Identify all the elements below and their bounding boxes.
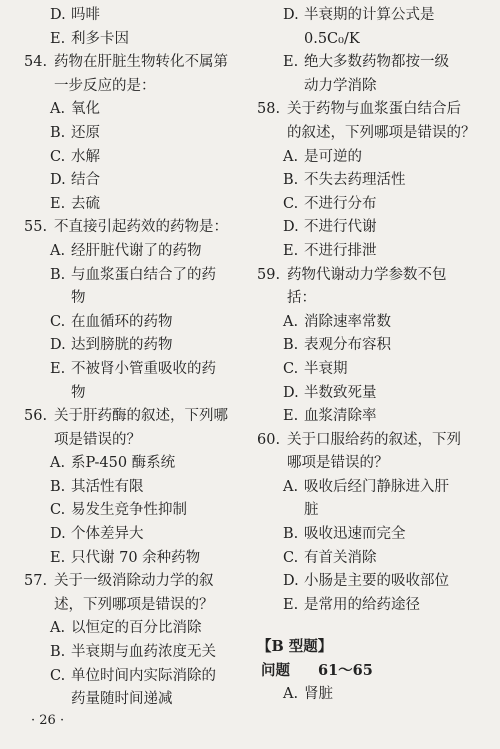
- question-text: 不直接引起药效的药物是：: [54, 219, 228, 236]
- option-line: [257, 358, 479, 382]
- option-line: [257, 334, 479, 358]
- option-continuation: 物: [71, 384, 86, 401]
- option-continuation: 药量随时间递减: [71, 691, 173, 708]
- option-text: 去硫: [71, 195, 100, 212]
- option-line: [24, 547, 250, 571]
- question-number: 58.: [257, 101, 281, 118]
- option-text: 吗啡: [71, 7, 100, 23]
- question-stem: [257, 98, 479, 122]
- option-line: [24, 617, 250, 641]
- option-line: [24, 358, 250, 382]
- option-label: A.: [50, 101, 66, 118]
- option-text: 表观分布容积: [304, 337, 391, 354]
- option-label: D.: [283, 384, 299, 401]
- option-line: [24, 523, 250, 547]
- question-number: 54.: [24, 54, 48, 71]
- option-line: [24, 169, 250, 193]
- question-stem: [24, 216, 250, 240]
- question-number: 55.: [24, 219, 48, 236]
- option-label: E.: [50, 360, 66, 377]
- option-text: 单位时间内实际消除的: [71, 667, 216, 684]
- option-line: [24, 665, 250, 689]
- option-label: C.: [50, 502, 66, 519]
- option-text: 系P-450 酶系统: [71, 455, 176, 472]
- option-line: [24, 28, 250, 52]
- question-number: 60.: [257, 431, 281, 448]
- option-text: 达到膀胱的药物: [71, 337, 173, 354]
- option-label: B.: [283, 526, 299, 543]
- question-continuation: 述，下列哪项是错误的？: [54, 596, 214, 613]
- option-text: 经肝脏代谢了的药物: [71, 242, 202, 259]
- option-label: A.: [283, 313, 299, 330]
- option-line: [257, 547, 479, 571]
- question-stem: [257, 429, 479, 453]
- option-label: C.: [283, 195, 299, 212]
- option-text: 与血浆蛋白结合了的药: [71, 266, 216, 283]
- option-text: 在血循环的药物: [71, 313, 173, 330]
- question-group: [257, 659, 479, 683]
- option-text: 是可逆的: [304, 148, 362, 165]
- option-text: 肾脏: [304, 685, 333, 702]
- option-text: 氧化: [71, 101, 100, 118]
- option-text: 不进行排泄: [304, 242, 377, 259]
- question-stem: [257, 264, 479, 288]
- option-text: 利多卡因: [71, 30, 129, 47]
- option-line: [257, 193, 479, 217]
- option-label: B.: [50, 644, 66, 661]
- option-label: A.: [283, 148, 299, 165]
- option-continuation: 动力学消除: [304, 77, 377, 94]
- option-line: [24, 4, 250, 28]
- option-label: B.: [283, 172, 299, 189]
- option-label: E.: [283, 242, 299, 259]
- question-text: 关于药物与血浆蛋白结合后: [287, 101, 461, 118]
- option-label: B.: [283, 337, 299, 354]
- option-text: 半衰期的计算公式是: [304, 7, 435, 23]
- option-line: [257, 476, 479, 500]
- option-text: 只代谢 70 余种药物: [71, 549, 201, 566]
- option-text: 血浆清除率: [304, 408, 377, 425]
- group-range: 61～65: [318, 662, 373, 680]
- question-continuation: 一步反应的是：: [54, 77, 156, 94]
- option-text: 半衰期与血药浓度无关: [71, 644, 216, 661]
- left-column: [24, 4, 250, 712]
- right-column: [257, 4, 479, 706]
- option-text: 其活性有限: [71, 478, 144, 495]
- option-label: C.: [50, 313, 66, 330]
- question-stem: [24, 51, 250, 75]
- option-label: A.: [283, 685, 299, 702]
- option-text: 吸收后经门静脉进入肝: [304, 478, 449, 495]
- option-line: [257, 240, 479, 264]
- option-line: [257, 570, 479, 594]
- option-label: C.: [50, 148, 66, 165]
- option-text: 还原: [71, 124, 100, 141]
- option-label: B.: [50, 266, 66, 283]
- option-text: 绝大多数药物都按一级: [304, 54, 449, 71]
- option-label: E.: [283, 408, 299, 425]
- option-label: D.: [50, 526, 66, 543]
- option-continuation: 0.5C₀/K: [304, 30, 360, 47]
- option-line: [257, 216, 479, 240]
- option-continuation: 脏: [304, 502, 319, 519]
- option-line: [24, 334, 250, 358]
- option-label: B.: [50, 124, 66, 141]
- option-label: A.: [283, 478, 299, 495]
- option-label: D.: [50, 337, 66, 354]
- option-line: [257, 4, 479, 28]
- option-label: E.: [50, 549, 66, 566]
- question-text: 关于口服给药的叙述，下列: [287, 431, 461, 448]
- option-label: D.: [50, 172, 66, 189]
- option-text: 不被肾小管重吸收的药: [71, 360, 216, 377]
- option-text: 结合: [71, 172, 100, 189]
- option-line: [24, 476, 250, 500]
- option-line: [24, 452, 250, 476]
- question-continuation: 的叙述，下列哪项是错误的？: [287, 124, 476, 141]
- section-header: 【B 型题】: [257, 638, 333, 656]
- option-line: [257, 683, 479, 707]
- option-line: [24, 193, 250, 217]
- option-text: 个体差异大: [71, 526, 144, 543]
- page-number: · 26 ·: [31, 713, 65, 728]
- option-label: A.: [50, 455, 66, 472]
- question-number: 57.: [24, 573, 48, 590]
- option-line: [24, 146, 250, 170]
- option-line: [257, 594, 479, 618]
- option-line: [257, 405, 479, 429]
- option-label: C.: [283, 549, 299, 566]
- option-text: 不进行代谢: [304, 219, 377, 236]
- option-line: [257, 311, 479, 335]
- option-text: 水解: [71, 148, 100, 165]
- option-line: [24, 240, 250, 264]
- option-line: [257, 523, 479, 547]
- option-line: [257, 146, 479, 170]
- question-text: 关于一级消除动力学的叙: [54, 573, 214, 590]
- option-line: [24, 122, 250, 146]
- option-line: [24, 499, 250, 523]
- option-text: 不失去药理活性: [304, 172, 406, 189]
- question-continuation: 项是错误的？: [54, 431, 141, 448]
- option-text: 小肠是主要的吸收部位: [304, 573, 449, 590]
- option-text: 以恒定的百分比消除: [71, 620, 202, 637]
- option-line: [24, 311, 250, 335]
- option-text: 是常用的给药途径: [304, 596, 420, 613]
- option-text: 半衰期: [304, 360, 348, 377]
- option-label: E.: [50, 30, 66, 47]
- option-label: D.: [283, 573, 299, 590]
- option-text: 易发生竞争性抑制: [71, 502, 187, 519]
- question-stem: [24, 405, 250, 429]
- question-text: 关于肝药酶的叙述，下列哪: [54, 408, 228, 425]
- question-number: 59.: [257, 266, 281, 283]
- option-text: 不进行分布: [304, 195, 377, 212]
- option-line: [24, 264, 250, 288]
- option-line: [24, 641, 250, 665]
- option-label: D.: [283, 7, 299, 23]
- option-line: [257, 382, 479, 406]
- right-column-questions: [257, 4, 479, 617]
- option-label: E.: [283, 54, 299, 71]
- option-label: D.: [283, 219, 299, 236]
- option-label: E.: [50, 195, 66, 212]
- option-line: [257, 169, 479, 193]
- option-text: 有首关消除: [304, 549, 377, 566]
- option-label: A.: [50, 620, 66, 637]
- option-continuation: 物: [71, 290, 86, 307]
- option-label: B.: [50, 478, 66, 495]
- option-label: E.: [283, 596, 299, 613]
- option-line: [24, 98, 250, 122]
- option-text: 消除速率常数: [304, 313, 391, 330]
- option-text: 吸收迅速而完全: [304, 526, 406, 543]
- option-label: C.: [283, 360, 299, 377]
- option-label: D.: [50, 7, 66, 23]
- option-label: C.: [50, 667, 66, 684]
- option-line: [257, 51, 479, 75]
- question-text: 药物代谢动力学参数不包: [287, 266, 447, 283]
- question-stem: [24, 570, 250, 594]
- question-continuation: 括：: [287, 290, 316, 307]
- question-text: 药物在肝脏生物转化不属第: [54, 54, 228, 71]
- group-label: 问题: [261, 662, 290, 680]
- question-continuation: 哪项是错误的？: [287, 455, 389, 472]
- question-number: 56.: [24, 408, 48, 425]
- option-label: A.: [50, 242, 66, 259]
- option-text: 半数致死量: [304, 384, 377, 401]
